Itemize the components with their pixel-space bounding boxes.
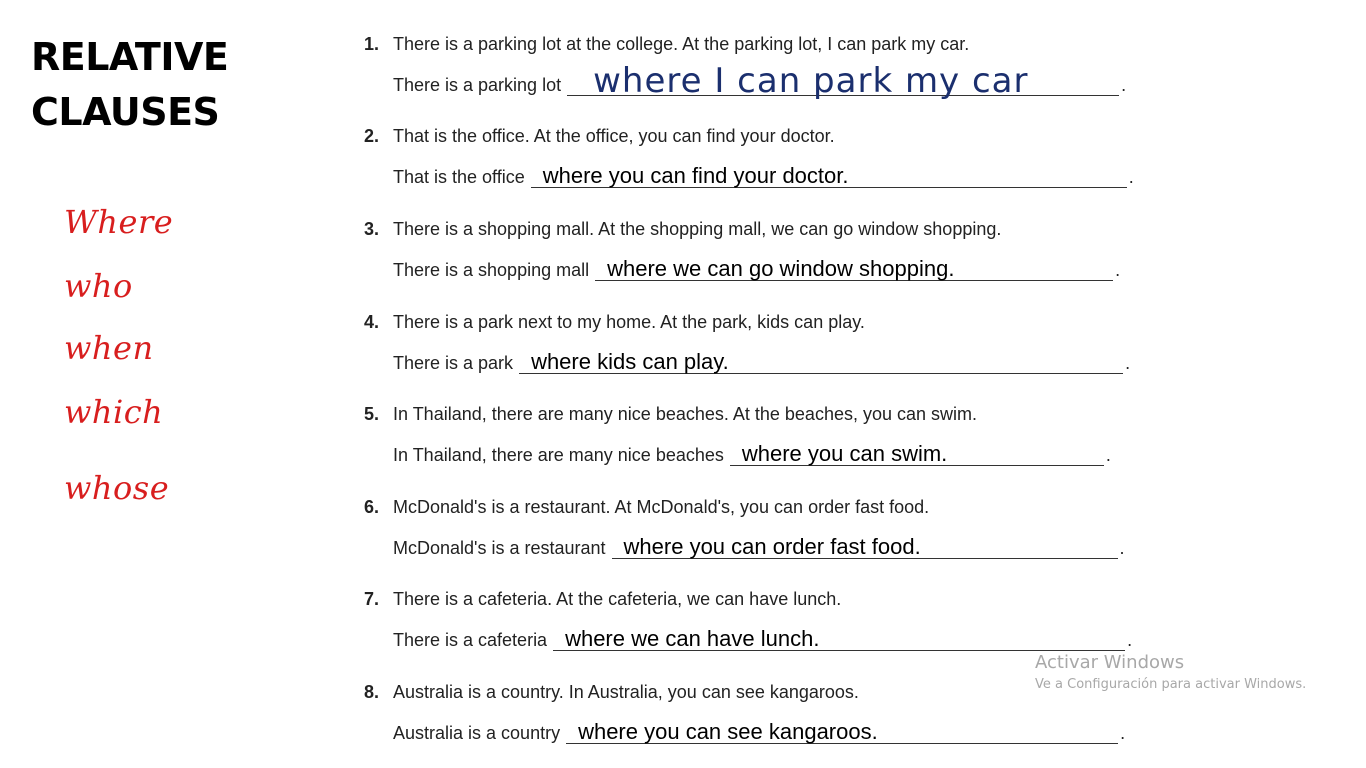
answer-text: where you can see kangaroos. xyxy=(578,719,878,744)
exercise-number: 5. xyxy=(364,404,380,424)
exercise-number: 1. xyxy=(364,34,380,54)
answer-text: where I can park my car xyxy=(593,61,1029,101)
answer-stem: There is a park xyxy=(393,353,514,373)
exercise-number: 6. xyxy=(364,497,380,517)
answer-stem: There is a cafeteria xyxy=(393,630,548,650)
watermark-subtitle: Ve a Configuración para activar Windows. xyxy=(1035,677,1307,692)
answer-line xyxy=(393,440,1111,466)
answer-stem: In Thailand, there are many nice beaches xyxy=(393,445,724,465)
exercise-prompt: There is a cafeteria. At the cafeteria, we can have lunch. xyxy=(393,589,842,609)
answer-line xyxy=(393,718,1125,744)
title-line-2: CLAUSES xyxy=(31,90,220,134)
exercise-number: 8. xyxy=(364,682,380,702)
handwritten-word-who: who xyxy=(64,267,133,305)
sentence-period: . xyxy=(1119,538,1125,558)
handwritten-word-when: when xyxy=(64,329,154,367)
answer-blank[interactable] xyxy=(567,61,1119,101)
answer-blank[interactable] xyxy=(612,534,1118,559)
answer-line xyxy=(393,625,1132,651)
answer-stem: Australia is a country xyxy=(393,723,561,743)
watermark-title: Activar Windows xyxy=(1035,652,1185,673)
answer-line xyxy=(393,348,1130,374)
answer-blank[interactable] xyxy=(531,163,1127,188)
answer-text: where we can go window shopping. xyxy=(607,256,955,281)
exercise-number: 4. xyxy=(364,312,380,332)
answer-blank[interactable] xyxy=(566,719,1118,744)
answer-blank[interactable] xyxy=(553,626,1125,651)
sentence-period: . xyxy=(1115,260,1121,280)
sentence-period: . xyxy=(1105,445,1111,465)
exercise-prompt: There is a park next to my home. At the park, kids can play. xyxy=(393,312,865,332)
exercise-number: 2. xyxy=(364,126,380,146)
answer-line xyxy=(393,255,1120,281)
answer-stem: There is a shopping mall xyxy=(393,260,590,280)
answer-stem: McDonald's is a restaurant xyxy=(393,538,606,558)
answer-text: where we can have lunch. xyxy=(565,626,820,651)
exercise-prompt: In Thailand, there are many nice beaches. At the beaches, you can swim. xyxy=(393,404,978,424)
sentence-period: . xyxy=(1128,167,1134,187)
exercise-prompt: There is a shopping mall. At the shopping mall, we can go window shopping. xyxy=(393,219,1002,239)
answer-blank[interactable] xyxy=(519,349,1123,374)
sentence-period: . xyxy=(1127,630,1133,650)
sentence-period: . xyxy=(1121,75,1127,95)
answer-blank[interactable] xyxy=(595,256,1113,281)
exercise-prompt: There is a parking lot at the college. At the parking lot, I can park my car. xyxy=(393,34,970,54)
exercise-prompt: Australia is a country. In Australia, you can see kangaroos. xyxy=(393,682,859,702)
answer-stem: That is the office xyxy=(393,167,525,187)
answer-text: where kids can play. xyxy=(531,349,729,374)
answer-line xyxy=(393,61,1127,101)
exercise-prompt: That is the office. At the office, you can find your doctor. xyxy=(393,126,835,146)
answer-stem: There is a parking lot xyxy=(393,75,562,95)
answer-text: where you can order fast food. xyxy=(623,534,921,559)
answer-line xyxy=(393,533,1125,559)
handwritten-word-which: which xyxy=(64,393,164,431)
answer-blank[interactable] xyxy=(730,441,1104,466)
answer-line xyxy=(393,162,1134,188)
answer-text: where you can swim. xyxy=(741,441,948,466)
exercise-prompt: McDonald's is a restaurant. At McDonald's, you can order fast food. xyxy=(393,497,930,517)
handwritten-word-whose: whose xyxy=(64,469,170,507)
handwritten-word-where: Where xyxy=(64,203,174,241)
exercise-number: 3. xyxy=(364,219,380,239)
exercise-number: 7. xyxy=(364,589,380,609)
windows-activation-watermark xyxy=(1035,652,1306,692)
title-line-1: RELATIVE xyxy=(31,35,229,79)
answer-text: where you can find your doctor. xyxy=(542,163,849,188)
sentence-period: . xyxy=(1120,723,1126,743)
sentence-period: . xyxy=(1125,353,1131,373)
